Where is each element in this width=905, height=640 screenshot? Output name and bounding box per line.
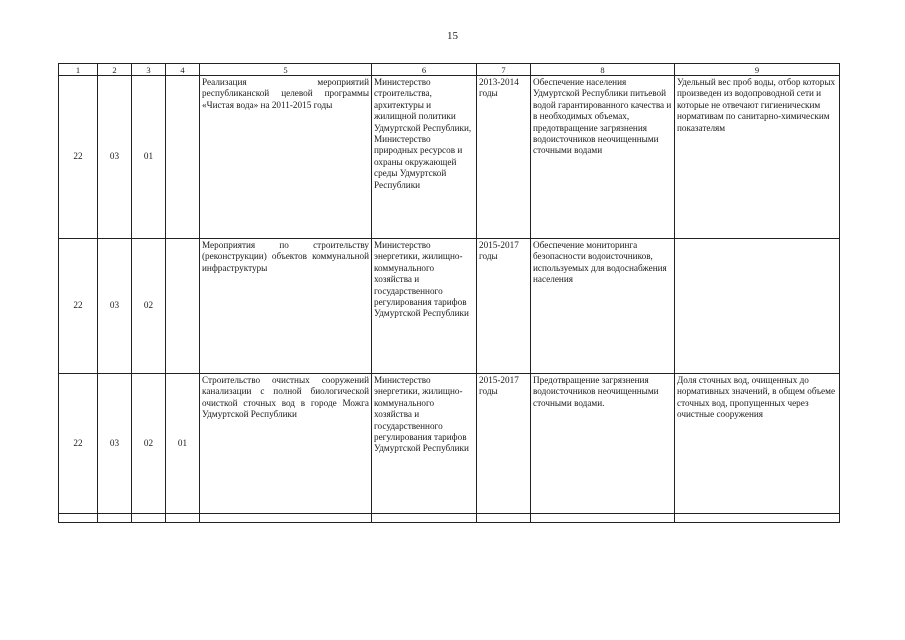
col-header: 2 [98,64,132,76]
col-header: 6 [372,64,477,76]
measure-name: Мероприятия по строительству (реконструкции) объектов коммунальной инфраструктуры [200,239,372,374]
code-m: 01 [166,374,200,514]
code-m [166,239,200,374]
code-gp: 22 [59,76,98,239]
responsible: Министерство строительства, архитектуры и жилищной политики Удмуртской Республики, Министерство природных ресурсов и охраны окружающей среды Удмуртской Республики [372,76,477,239]
expected-result: Обеспечение населения Удмуртской Республики питьевой водой гарантированного качества и в необходимых объемах, предотвращение загрязнения водоисточников неочищенными сточными водами [531,76,675,239]
period: 2015-2017 годы [477,374,531,514]
code-pp: 03 [98,374,132,514]
page-number: 15 [447,30,458,42]
indicator: Удельный вес проб воды, отбор которых произведен из водопроводной сети и которые не отвечают гигиеническим нормативам по санитарно-химическим показателям [675,76,840,239]
indicator: Доля сточных вод, очищенных до нормативных значений, в общем объеме сточных вод, пропущенных через очистные сооружения [675,374,840,514]
responsible: Министерство энергетики, жилищно-коммунального хозяйства и государственного регулирования тарифов Удмуртской Республики [372,374,477,514]
measure-name: Строительство очистных сооружений канализации с полной биологической очисткой сточных вод в городе Можга Удмуртской Республики [200,374,372,514]
expected-result: Предотвращение загрязнения водоисточников неочищенными сточными водами. [531,374,675,514]
col-header: 5 [200,64,372,76]
table-row [59,374,840,514]
table-row-empty [59,514,840,523]
program-table [58,63,840,523]
code-m [166,76,200,239]
col-header: 4 [166,64,200,76]
header-row [59,64,840,76]
period: 2015-2017 годы [477,239,531,374]
col-header: 7 [477,64,531,76]
col-header: 9 [675,64,840,76]
indicator [675,239,840,374]
code-gp: 22 [59,239,98,374]
col-header: 3 [132,64,166,76]
code-om: 02 [132,374,166,514]
expected-result: Обеспечение мониторинга безопасности водоисточников, используемых для водоснабжения населения [531,239,675,374]
col-header: 8 [531,64,675,76]
measure-name: Реализация мероприятий республиканской целевой программы «Чистая вода» на 2011-2015 годы [200,76,372,239]
code-om: 01 [132,76,166,239]
code-om: 02 [132,239,166,374]
table-row [59,239,840,374]
code-pp: 03 [98,239,132,374]
col-header: 1 [59,64,98,76]
code-gp: 22 [59,374,98,514]
period: 2013-2014 годы [477,76,531,239]
code-pp: 03 [98,76,132,239]
table-row [59,76,840,239]
responsible: Министерство энергетики, жилищно-коммунального хозяйства и государственного регулирования тарифов Удмуртской Республики [372,239,477,374]
